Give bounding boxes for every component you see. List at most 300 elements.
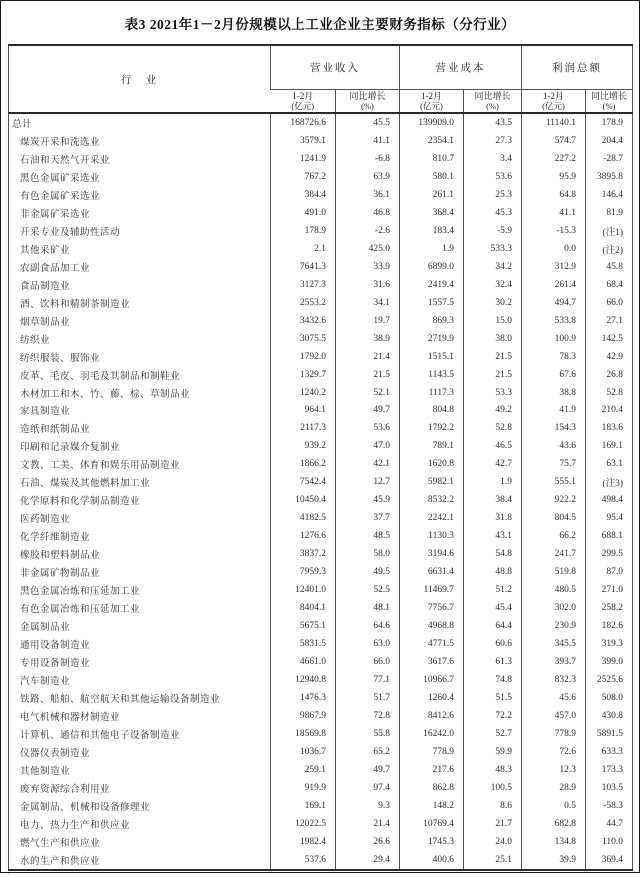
value-cell: 3579.1 xyxy=(271,132,336,150)
industry-cell: 煤炭开采和洗选业 xyxy=(20,137,101,148)
industry-cell: 金属制品、机械和设备修理业 xyxy=(20,802,151,813)
table-row xyxy=(9,348,633,366)
value-cell: 52.8 xyxy=(464,419,522,437)
value-cell: 4771.5 xyxy=(400,635,464,653)
value-cell: 491.0 xyxy=(271,204,336,222)
table-row xyxy=(9,258,633,276)
table-row xyxy=(9,833,633,851)
industry-cell: 汽车制造业 xyxy=(20,677,71,688)
value-cell: 64.8 xyxy=(522,186,586,204)
value-cell: 778.9 xyxy=(522,725,586,743)
table-row xyxy=(9,581,633,599)
industry-cell: 纺织服装、服饰业 xyxy=(20,353,101,364)
value-cell: 1240.2 xyxy=(271,384,336,402)
table-row xyxy=(9,851,633,870)
value-cell: 1792.2 xyxy=(400,419,464,437)
value-cell: 1260.4 xyxy=(400,689,464,707)
industry-cell: 印刷和记录媒介复制业 xyxy=(20,443,121,454)
value-cell: 11140.1 xyxy=(522,113,586,132)
value-cell: 41.9 xyxy=(522,402,586,420)
value-cell: 5675.1 xyxy=(271,617,336,635)
value-cell: 21.5 xyxy=(464,348,522,366)
value-cell: 65.2 xyxy=(336,743,400,761)
value-cell: 26.6 xyxy=(336,833,400,851)
value-cell: 32.4 xyxy=(464,276,522,294)
table-row xyxy=(9,707,633,725)
value-cell: 778.9 xyxy=(400,743,464,761)
value-cell: 68.4 xyxy=(586,276,633,294)
value-cell: 110.0 xyxy=(586,833,633,851)
industry-cell: 开采专业及辅助性活动 xyxy=(20,227,121,238)
industry-cell: 通用设备制造业 xyxy=(20,641,91,652)
value-cell: 1329.7 xyxy=(271,366,336,384)
value-cell: 19.7 xyxy=(336,312,400,330)
value-cell: 3617.6 xyxy=(400,653,464,671)
industry-cell: 化学原料和化学制品制造业 xyxy=(20,497,141,508)
value-cell: 574.7 xyxy=(522,132,586,150)
value-cell: 173.3 xyxy=(586,761,633,779)
value-cell: 3837.2 xyxy=(271,545,336,563)
value-cell: 4968.8 xyxy=(400,617,464,635)
value-cell: 61.3 xyxy=(464,653,522,671)
subheader-line: 同比增长 xyxy=(474,90,511,101)
value-cell: 2719.9 xyxy=(400,330,464,348)
value-cell: 38.0 xyxy=(464,330,522,348)
value-cell: 52.8 xyxy=(586,384,633,402)
industry-cell: 电气机械和器材制造业 xyxy=(20,712,121,723)
value-cell: 30.2 xyxy=(464,294,522,312)
value-cell: 51.2 xyxy=(464,581,522,599)
subheader-unit: (%) xyxy=(361,101,374,111)
table-row xyxy=(9,779,633,797)
industry-cell: 木材加工和木、竹、藤、棕、草制品业 xyxy=(20,389,191,400)
value-cell: 2525.6 xyxy=(586,671,633,689)
table-row xyxy=(9,419,633,437)
value-cell: 67.6 xyxy=(522,366,586,384)
value-cell: 1866.2 xyxy=(271,455,336,473)
value-cell: 66.2 xyxy=(522,527,586,545)
value-cell: 1036.7 xyxy=(271,743,336,761)
value-cell: 7959.3 xyxy=(271,563,336,581)
value-cell: 3075.5 xyxy=(271,330,336,348)
value-cell: 400.6 xyxy=(400,851,464,870)
col-header-profit-growth xyxy=(586,90,633,114)
value-cell: 230.9 xyxy=(522,617,586,635)
value-cell: 494.7 xyxy=(522,294,586,312)
table-row xyxy=(9,240,633,258)
value-cell: 66.0 xyxy=(336,653,400,671)
value-cell: 41.1 xyxy=(522,204,586,222)
value-cell: 922.2 xyxy=(522,491,586,509)
group-header-row xyxy=(9,45,633,90)
value-cell: 12022.5 xyxy=(271,815,336,833)
value-cell: 10450.4 xyxy=(271,491,336,509)
value-cell: (注1) xyxy=(586,222,633,240)
value-cell: 964.1 xyxy=(271,402,336,420)
value-cell: 12401.0 xyxy=(271,581,336,599)
industry-cell: 非金属矿物制品业 xyxy=(20,569,101,580)
industry-cell: 医药制造业 xyxy=(20,515,71,526)
value-cell: 2117.3 xyxy=(271,419,336,437)
value-cell: 21.7 xyxy=(464,815,522,833)
value-cell: 182.6 xyxy=(586,617,633,635)
value-cell: 5982.1 xyxy=(400,473,464,491)
value-cell: 3895.8 xyxy=(586,168,633,186)
industry-cell: 废弃资源综合利用业 xyxy=(20,784,111,795)
value-cell: 2.1 xyxy=(271,240,336,258)
table-row xyxy=(9,743,633,761)
value-cell: 1241.9 xyxy=(271,150,336,168)
value-cell: 3432.6 xyxy=(271,312,336,330)
value-cell: 4182.5 xyxy=(271,509,336,527)
value-cell: 12.7 xyxy=(336,473,400,491)
value-cell: 10769.4 xyxy=(400,815,464,833)
value-cell: 6631.4 xyxy=(400,563,464,581)
value-cell: 519.8 xyxy=(522,563,586,581)
value-cell: 42.9 xyxy=(586,348,633,366)
industry-cell: 石油和天然气开采业 xyxy=(20,155,111,166)
value-cell: -15.3 xyxy=(522,222,586,240)
value-cell: 33.9 xyxy=(336,258,400,276)
industry-cell: 金属制品业 xyxy=(20,623,71,634)
value-cell: 0.0 xyxy=(522,240,586,258)
value-cell: 345.5 xyxy=(522,635,586,653)
table-row xyxy=(9,455,633,473)
value-cell: 384.4 xyxy=(271,186,336,204)
value-cell: 804.8 xyxy=(400,402,464,420)
table-row xyxy=(9,527,633,545)
value-cell: 58.0 xyxy=(336,545,400,563)
table-row xyxy=(9,312,633,330)
subheader-line: 1-2月 xyxy=(421,90,442,101)
value-cell: 78.3 xyxy=(522,348,586,366)
industry-cell: 文教、工美、体育和娱乐用品制造业 xyxy=(20,461,181,472)
value-cell: 52.5 xyxy=(336,581,400,599)
subheader-line: 1-2月 xyxy=(292,90,314,101)
col-header-industry: 行 业 xyxy=(9,45,271,113)
value-cell: 38.8 xyxy=(522,384,586,402)
value-cell: 767.2 xyxy=(271,168,336,186)
value-cell: 1276.6 xyxy=(271,527,336,545)
value-cell: 45.5 xyxy=(336,113,400,132)
table-row xyxy=(9,671,633,689)
table-row xyxy=(9,761,633,779)
value-cell: -6.8 xyxy=(336,150,400,168)
value-cell: 25.3 xyxy=(464,186,522,204)
value-cell: 146.4 xyxy=(586,186,633,204)
table-row xyxy=(9,437,633,455)
industry-cell: 燃气生产和供应业 xyxy=(20,838,101,849)
value-cell: 183.6 xyxy=(586,419,633,437)
value-cell: 42.7 xyxy=(464,455,522,473)
value-cell: 369.4 xyxy=(586,851,633,870)
value-cell: 2419.4 xyxy=(400,276,464,294)
value-cell: 55.8 xyxy=(336,725,400,743)
table-row xyxy=(9,599,633,617)
value-cell: 227.2 xyxy=(522,150,586,168)
table-row xyxy=(9,132,633,150)
value-cell: 204.4 xyxy=(586,132,633,150)
value-cell: 63.9 xyxy=(336,168,400,186)
value-cell: 1745.3 xyxy=(400,833,464,851)
value-cell: 21.4 xyxy=(336,348,400,366)
industry-cell: 计算机、通信和其他电子设备制造业 xyxy=(20,730,181,741)
value-cell: 64.6 xyxy=(336,617,400,635)
value-cell: 393.7 xyxy=(522,653,586,671)
col-header-cost-growth xyxy=(464,90,522,114)
value-cell: 53.6 xyxy=(336,419,400,437)
value-cell: 49.2 xyxy=(464,402,522,420)
value-cell: 53.6 xyxy=(464,168,522,186)
value-cell: 45.6 xyxy=(522,689,586,707)
table-row xyxy=(9,113,633,132)
page-title: 表3 2021年1－2月份规模以上工业企业主要财务指标（分行业） xyxy=(124,17,516,32)
value-cell: 6899.0 xyxy=(400,258,464,276)
industry-cell: 家具制造业 xyxy=(20,407,71,418)
industry-cell: 化学纤维制造业 xyxy=(20,533,91,544)
value-cell: 533.3 xyxy=(464,240,522,258)
industry-cell: 农副食品加工业 xyxy=(20,263,91,274)
value-cell: 271.0 xyxy=(586,581,633,599)
value-cell: 178.9 xyxy=(586,113,633,132)
col-header-revenue-amount xyxy=(271,90,336,114)
value-cell: 103.5 xyxy=(586,779,633,797)
value-cell: 5831.5 xyxy=(271,635,336,653)
value-cell: 36.1 xyxy=(336,186,400,204)
value-cell: 49.7 xyxy=(336,402,400,420)
table-row xyxy=(9,384,633,402)
value-cell: 49.5 xyxy=(336,563,400,581)
value-cell: 498.4 xyxy=(586,491,633,509)
value-cell: (注2) xyxy=(586,240,633,258)
table-row xyxy=(9,653,633,671)
value-cell: 210.4 xyxy=(586,402,633,420)
table-row xyxy=(9,635,633,653)
value-cell: 48.8 xyxy=(464,563,522,581)
value-cell: 1620.8 xyxy=(400,455,464,473)
table-row xyxy=(9,617,633,635)
subheader-line: 1-2月 xyxy=(543,90,564,101)
industry-cell: 仪器仪表制造业 xyxy=(20,748,91,759)
value-cell: -58.3 xyxy=(586,797,633,815)
value-cell: 31.8 xyxy=(464,509,522,527)
col-group-profit: 利润总额 xyxy=(522,45,633,90)
value-cell: 21.5 xyxy=(336,366,400,384)
col-header-cost-amount xyxy=(400,90,464,114)
value-cell: 24.0 xyxy=(464,833,522,851)
industry-cell: 酒、饮料和精制茶制造业 xyxy=(20,299,131,310)
value-cell: 27.1 xyxy=(586,312,633,330)
table-row xyxy=(9,491,633,509)
value-cell: 633.3 xyxy=(586,743,633,761)
table-row xyxy=(9,563,633,581)
value-cell: 31.6 xyxy=(336,276,400,294)
value-cell: 8404.1 xyxy=(271,599,336,617)
value-cell: 34.2 xyxy=(464,258,522,276)
value-cell: 37.7 xyxy=(336,509,400,527)
value-cell: 8412.6 xyxy=(400,707,464,725)
value-cell: 7542.4 xyxy=(271,473,336,491)
col-header-revenue-growth xyxy=(336,90,400,114)
industry-cell: 造纸和纸制品业 xyxy=(20,425,91,436)
industry-cell: 石油、煤炭及其他燃料加工业 xyxy=(20,479,151,490)
value-cell: 38.9 xyxy=(336,330,400,348)
value-cell: 804.5 xyxy=(522,509,586,527)
value-cell: 241.7 xyxy=(522,545,586,563)
value-cell: 43.1 xyxy=(464,527,522,545)
value-cell: 810.7 xyxy=(400,150,464,168)
value-cell: 59.9 xyxy=(464,743,522,761)
table-row xyxy=(9,294,633,312)
value-cell: 169.1 xyxy=(271,797,336,815)
value-cell: 2242.1 xyxy=(400,509,464,527)
value-cell: 480.5 xyxy=(522,581,586,599)
value-cell: 1143.5 xyxy=(400,366,464,384)
table-row xyxy=(9,330,633,348)
value-cell: 43.5 xyxy=(464,113,522,132)
value-cell: 7756.7 xyxy=(400,599,464,617)
value-cell: 15.0 xyxy=(464,312,522,330)
value-cell: 77.1 xyxy=(336,671,400,689)
industry-cell: 黑色金属冶炼和压延加工业 xyxy=(20,587,141,598)
subheader-line: 同比增长 xyxy=(590,90,627,101)
value-cell: 53.3 xyxy=(464,384,522,402)
value-cell: 64.4 xyxy=(464,617,522,635)
value-cell: 48.3 xyxy=(464,761,522,779)
value-cell: 312.9 xyxy=(522,258,586,276)
financial-indicators-table xyxy=(8,44,633,871)
col-header-profit-amount xyxy=(522,90,586,114)
value-cell: 45.9 xyxy=(336,491,400,509)
value-cell: 1.9 xyxy=(400,240,464,258)
value-cell: 508.0 xyxy=(586,689,633,707)
value-cell: 939.2 xyxy=(271,437,336,455)
value-cell: (注3) xyxy=(586,473,633,491)
value-cell: -5.9 xyxy=(464,222,522,240)
value-cell: 63.0 xyxy=(336,635,400,653)
value-cell: 9867.9 xyxy=(271,707,336,725)
value-cell: 183.4 xyxy=(400,222,464,240)
value-cell: 8532.2 xyxy=(400,491,464,509)
value-cell: 18569.8 xyxy=(271,725,336,743)
value-cell: 12940.8 xyxy=(271,671,336,689)
industry-cell: 有色金属冶炼和压延加工业 xyxy=(20,605,141,616)
value-cell: 1792.0 xyxy=(271,348,336,366)
value-cell: 789.1 xyxy=(400,437,464,455)
value-cell: 261.1 xyxy=(400,186,464,204)
value-cell: 38.4 xyxy=(464,491,522,509)
value-cell: 580.1 xyxy=(400,168,464,186)
value-cell: 178.9 xyxy=(271,222,336,240)
value-cell: 34.1 xyxy=(336,294,400,312)
value-cell: -2.6 xyxy=(336,222,400,240)
value-cell: 100.5 xyxy=(464,779,522,797)
industry-cell: 非金属矿采选业 xyxy=(20,209,91,220)
value-cell: 261.4 xyxy=(522,276,586,294)
value-cell: 72.6 xyxy=(522,743,586,761)
table-row xyxy=(9,366,633,384)
table-row xyxy=(9,168,633,186)
value-cell: 95.4 xyxy=(586,509,633,527)
table-row xyxy=(9,725,633,743)
value-cell: 537.6 xyxy=(271,851,336,870)
value-cell: -28.7 xyxy=(586,150,633,168)
table-row xyxy=(9,545,633,563)
value-cell: 10966.7 xyxy=(400,671,464,689)
value-cell: 41.1 xyxy=(336,132,400,150)
value-cell: 5891.5 xyxy=(586,725,633,743)
value-cell: 11469.7 xyxy=(400,581,464,599)
value-cell: 9.3 xyxy=(336,797,400,815)
value-cell: 97.4 xyxy=(336,779,400,797)
value-cell: 832.3 xyxy=(522,671,586,689)
value-cell: 919.9 xyxy=(271,779,336,797)
value-cell: 299.5 xyxy=(586,545,633,563)
table-row xyxy=(9,204,633,222)
value-cell: 81.9 xyxy=(586,204,633,222)
value-cell: 869.3 xyxy=(400,312,464,330)
industry-cell: 水的生产和供应业 xyxy=(20,856,101,867)
industry-cell: 其他采矿业 xyxy=(20,245,71,256)
value-cell: 0.5 xyxy=(522,797,586,815)
subheader-unit: (%) xyxy=(602,101,616,111)
value-cell: 28.9 xyxy=(522,779,586,797)
value-cell: 2354.1 xyxy=(400,132,464,150)
value-cell: 48.1 xyxy=(336,599,400,617)
subheader-unit: (亿元) xyxy=(542,101,565,111)
value-cell: 425.0 xyxy=(336,240,400,258)
value-cell: 139909.0 xyxy=(400,113,464,132)
value-cell: 154.3 xyxy=(522,419,586,437)
value-cell: 259.1 xyxy=(271,761,336,779)
value-cell: 1982.4 xyxy=(271,833,336,851)
value-cell: 1117.3 xyxy=(400,384,464,402)
value-cell: 45.8 xyxy=(586,258,633,276)
table-row xyxy=(9,473,633,491)
value-cell: 27.3 xyxy=(464,132,522,150)
value-cell: 258.2 xyxy=(586,599,633,617)
industry-cell: 电力、热力生产和供应业 xyxy=(20,820,131,831)
value-cell: 399.0 xyxy=(586,653,633,671)
value-cell: 45.4 xyxy=(464,599,522,617)
value-cell: 26.8 xyxy=(586,366,633,384)
value-cell: 533.8 xyxy=(522,312,586,330)
value-cell: 25.1 xyxy=(464,851,522,870)
value-cell: 1515.1 xyxy=(400,348,464,366)
value-cell: 555.1 xyxy=(522,473,586,491)
value-cell: 1.9 xyxy=(464,473,522,491)
value-cell: 21.5 xyxy=(464,366,522,384)
table-row xyxy=(9,509,633,527)
industry-cell: 橡胶和塑料制品业 xyxy=(20,551,101,562)
value-cell: 29.4 xyxy=(336,851,400,870)
value-cell: 7641.3 xyxy=(271,258,336,276)
value-cell: 862.8 xyxy=(400,779,464,797)
value-cell: 51.5 xyxy=(464,689,522,707)
col-group-revenue: 营业收入 xyxy=(271,45,400,90)
table-row xyxy=(9,797,633,815)
value-cell: 168726.6 xyxy=(271,113,336,132)
value-cell: 302.0 xyxy=(522,599,586,617)
value-cell: 16242.0 xyxy=(400,725,464,743)
industry-cell: 有色金属矿采选业 xyxy=(20,191,101,202)
value-cell: 3.4 xyxy=(464,150,522,168)
value-cell: 1130.3 xyxy=(400,527,464,545)
value-cell: 8.6 xyxy=(464,797,522,815)
value-cell: 66.0 xyxy=(586,294,633,312)
industry-cell: 其他制造业 xyxy=(20,766,71,777)
value-cell: 87.0 xyxy=(586,563,633,581)
